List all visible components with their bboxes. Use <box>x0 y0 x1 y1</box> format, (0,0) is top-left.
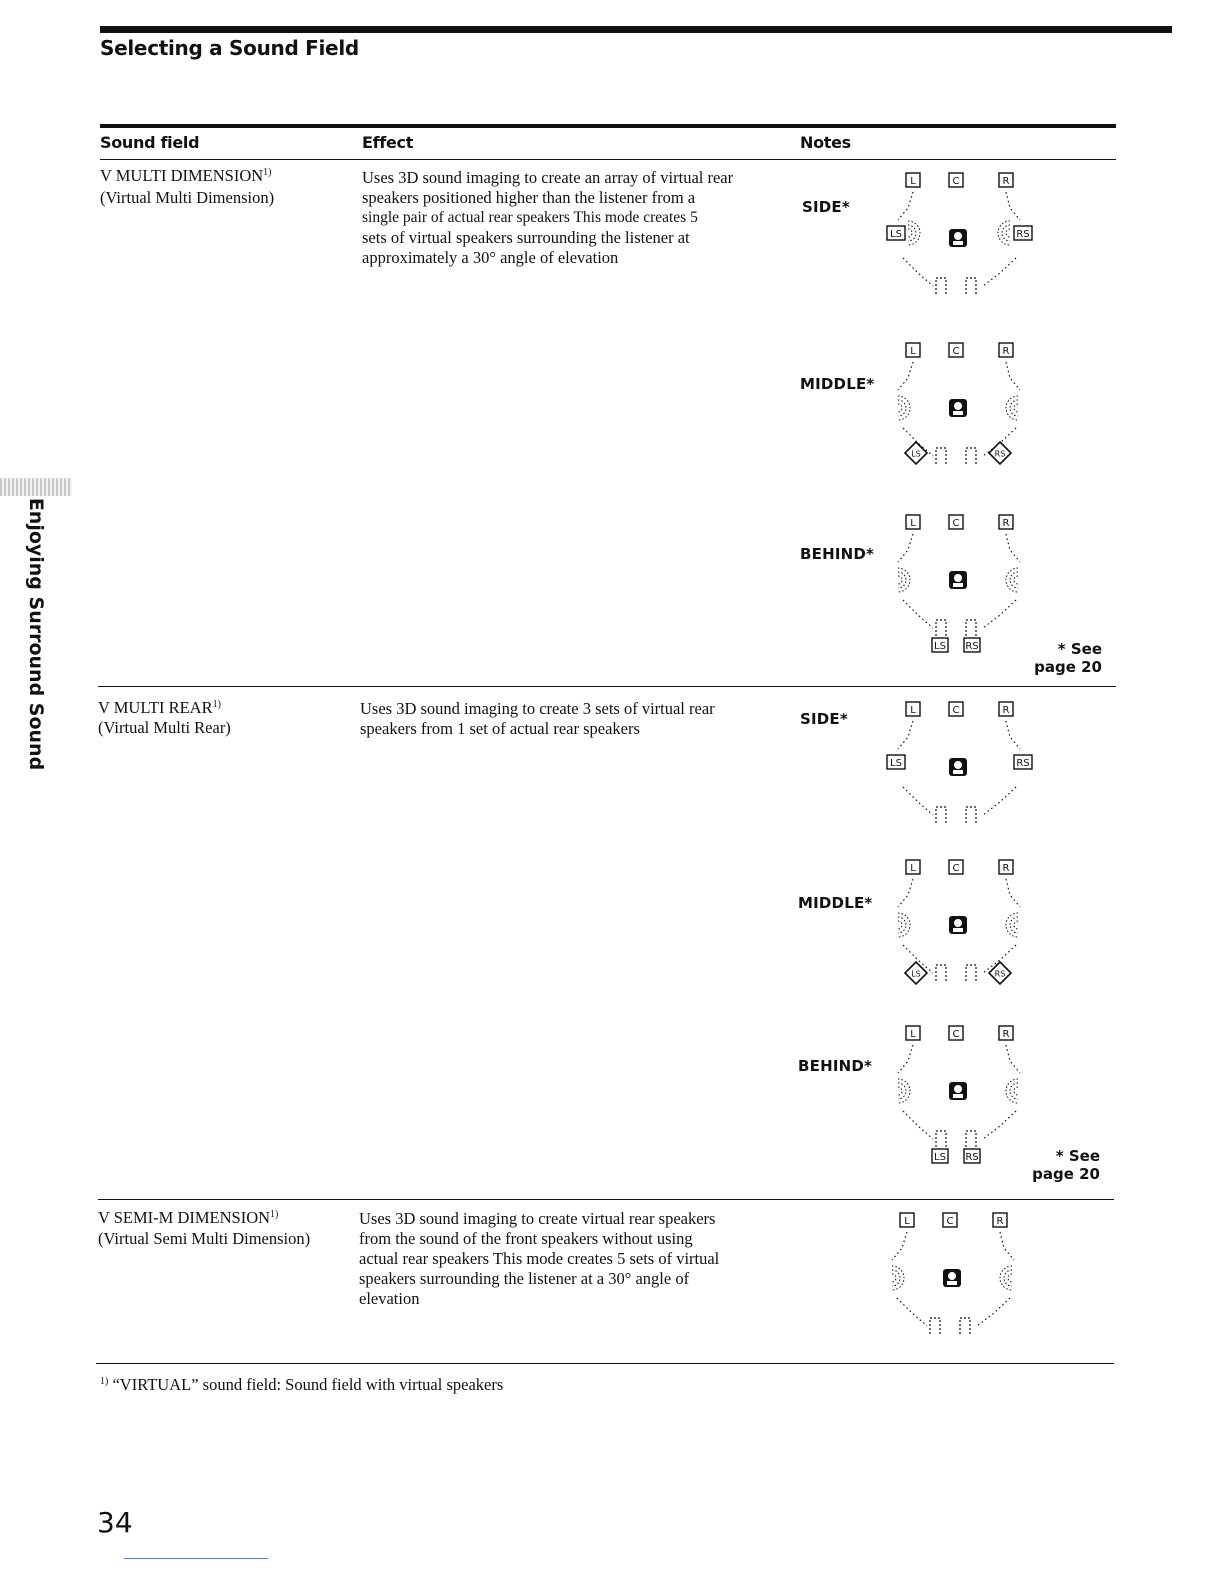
front-right-sound-path <box>1006 362 1020 390</box>
speaker-center <box>949 343 963 357</box>
listener-icon <box>943 1269 961 1287</box>
listener-shoulders <box>953 770 963 774</box>
sound-wave <box>1014 404 1018 412</box>
sound-field-name-text: V MULTI DIMENSION <box>100 166 264 185</box>
sound-wave <box>898 396 910 420</box>
see-note-line: page 20 <box>1034 658 1102 676</box>
right-sound-waves <box>1006 396 1018 420</box>
effect-description <box>360 699 780 739</box>
sound-wave <box>908 221 920 245</box>
sound-wave <box>898 1087 902 1095</box>
right-sound-waves <box>1000 1266 1012 1290</box>
listener-shoulders <box>953 1094 963 1098</box>
speaker-label: RS <box>965 1152 979 1163</box>
rear-path <box>960 1318 970 1334</box>
rear-path <box>966 620 976 636</box>
sound-wave <box>892 1270 900 1286</box>
speaker-label: LS <box>890 229 902 240</box>
speaker-label: LS <box>934 1152 946 1163</box>
speaker-left <box>906 1026 920 1040</box>
right-sound-waves <box>1006 913 1018 937</box>
rear-path <box>936 1131 946 1147</box>
speaker-diagram-middle <box>878 855 1038 1005</box>
sound-wave <box>1014 921 1018 929</box>
right-sound-waves <box>998 221 1010 245</box>
rear-left-sound-path <box>903 258 933 286</box>
front-right-sound-path <box>1006 1045 1020 1073</box>
left-sound-waves <box>892 1266 904 1290</box>
rear-right-sound-path <box>983 787 1016 815</box>
effect-line: actual rear speakers This mode creates 5 sets of virtual <box>359 1249 720 1268</box>
sound-wave <box>1010 1083 1018 1099</box>
speaker-left <box>906 702 920 716</box>
speaker-label: R <box>1002 705 1010 716</box>
sound-wave <box>1014 1087 1018 1095</box>
speaker-diagram-side <box>878 697 1038 847</box>
left-sound-waves <box>908 221 920 245</box>
listener-head <box>948 1272 956 1280</box>
rear-right-sound-path <box>983 258 1016 286</box>
header-sound-field: Sound field <box>100 133 200 152</box>
speaker-label: L <box>910 1029 916 1040</box>
speaker-diagram-behind <box>878 510 1038 660</box>
speaker-label: L <box>910 346 916 357</box>
sound-wave <box>1010 917 1018 933</box>
row-divider <box>98 686 1116 687</box>
sound-wave <box>898 400 906 416</box>
sound-wave <box>1004 1270 1012 1286</box>
rear-right-sound-path <box>977 1298 1010 1326</box>
rear-left-sound-path <box>903 600 933 628</box>
front-right-sound-path <box>1000 1232 1014 1260</box>
listener-icon <box>949 229 967 247</box>
front-right-sound-path <box>1006 879 1020 907</box>
mode-label-behind: BEHIND* <box>800 545 875 563</box>
front-left-sound-path <box>898 362 913 390</box>
speaker-label: C <box>952 863 960 874</box>
speaker-center <box>943 1213 957 1227</box>
speaker-left <box>906 173 920 187</box>
sound-wave <box>1006 396 1018 420</box>
sound-wave <box>898 572 906 588</box>
mode-label-side: SIDE* <box>800 710 848 728</box>
speaker-right <box>999 860 1013 874</box>
top-rule <box>100 26 1172 33</box>
effect-line: from the sound of the front speakers without using <box>359 1229 693 1248</box>
left-sound-waves <box>898 1079 910 1103</box>
rear-path <box>936 448 946 464</box>
right-sound-waves <box>1006 1079 1018 1103</box>
speaker-left-surround <box>932 1149 948 1163</box>
speaker-right-surround <box>964 638 980 652</box>
right-sound-waves <box>1006 568 1018 592</box>
speaker-center <box>949 515 963 529</box>
page-title: Selecting a Sound Field <box>100 36 359 60</box>
left-sound-waves <box>898 396 910 420</box>
effect-line: approximately a 30° angle of elevation <box>362 248 619 267</box>
sound-wave <box>1006 913 1018 937</box>
rear-right-sound-path <box>983 1111 1016 1139</box>
see-note-line: page 20 <box>1032 1165 1100 1183</box>
speaker-label: RS <box>994 969 1006 979</box>
sound-wave <box>898 1079 910 1103</box>
speaker-label: R <box>996 1216 1004 1227</box>
sound-wave <box>1002 225 1010 241</box>
speaker-center <box>949 702 963 716</box>
footnote-ref: 1) <box>212 699 221 710</box>
speaker-label: C <box>946 1216 954 1227</box>
listener-shoulders <box>947 1281 957 1285</box>
sound-wave <box>908 229 912 237</box>
speaker-center <box>949 173 963 187</box>
speaker-right <box>999 702 1013 716</box>
rear-path <box>936 278 946 294</box>
sound-wave <box>1010 572 1018 588</box>
rear-right-sound-path <box>983 600 1016 628</box>
effect-line: sets of virtual speakers surrounding the listener at <box>362 228 690 247</box>
speaker-right-surround <box>964 1149 980 1163</box>
footnote <box>100 1375 503 1395</box>
sound-wave <box>892 1266 904 1290</box>
speaker-right-surround <box>1014 755 1032 769</box>
front-left-sound-path <box>898 192 913 220</box>
effect-line: speakers surrounding the listener at a 30° angle of <box>359 1269 690 1288</box>
speaker-label: RS <box>1016 758 1030 769</box>
sound-wave <box>898 917 906 933</box>
rear-path <box>966 278 976 294</box>
rear-path <box>936 965 946 981</box>
section-tab-marker <box>0 478 72 496</box>
speaker-right <box>993 1213 1007 1227</box>
header-effect: Effect <box>362 133 414 152</box>
speaker-label: LS <box>934 641 946 652</box>
speaker-label: RS <box>965 641 979 652</box>
listener-head <box>954 919 962 927</box>
footnote-ref: 1) <box>270 1209 279 1220</box>
effect-description <box>359 1209 779 1309</box>
front-right-sound-path <box>1006 192 1020 220</box>
speaker-right <box>999 1026 1013 1040</box>
sound-field-name <box>98 1208 278 1228</box>
left-sound-waves <box>898 568 910 592</box>
footnote-text: “VIRTUAL” sound field: Sound field with virtual speakers <box>112 1375 504 1394</box>
sound-wave <box>1014 576 1018 584</box>
sound-wave <box>998 221 1010 245</box>
speaker-label: R <box>1002 176 1010 187</box>
speaker-label: C <box>952 176 960 187</box>
speaker-right <box>999 173 1013 187</box>
listener-icon <box>949 571 967 589</box>
sound-field-subname: (Virtual Multi Rear) <box>98 718 231 737</box>
sound-wave <box>1006 1079 1018 1103</box>
speaker-label: L <box>910 518 916 529</box>
front-right-sound-path <box>1006 534 1020 562</box>
speaker-label: LS <box>890 758 902 769</box>
speaker-label: C <box>952 705 960 716</box>
speaker-label: RS <box>994 449 1006 459</box>
rear-left-sound-path <box>903 1111 933 1139</box>
listener-head <box>954 1085 962 1093</box>
sound-field-name-text: V MULTI REAR <box>98 698 213 717</box>
rear-path <box>966 965 976 981</box>
sound-wave <box>898 576 902 584</box>
rear-path <box>930 1318 940 1334</box>
sound-wave <box>1008 1274 1012 1282</box>
listener-head <box>954 574 962 582</box>
see-note-line: * See <box>1057 640 1102 658</box>
speaker-label: C <box>952 518 960 529</box>
speaker-left-surround <box>887 226 905 240</box>
speaker-label: L <box>910 863 916 874</box>
table-bottom-rule <box>96 1363 1114 1364</box>
speaker-center <box>949 1026 963 1040</box>
effect-line: Uses 3D sound imaging to create an array of virtual rear <box>362 168 734 187</box>
speaker-right-surround <box>989 962 1011 984</box>
rear-left-sound-path <box>897 1298 927 1326</box>
speaker-label: L <box>904 1216 910 1227</box>
speaker-right-surround <box>989 442 1011 464</box>
speaker-label: C <box>952 346 960 357</box>
bottom-accent-line <box>124 1558 268 1559</box>
speaker-diagram-middle <box>878 338 1038 488</box>
rear-path <box>966 807 976 823</box>
mode-label-behind: BEHIND* <box>798 1057 873 1075</box>
effect-line: speakers positioned higher than the listener from a <box>362 188 696 207</box>
rear-path <box>936 620 946 636</box>
speaker-left-surround <box>905 442 927 464</box>
speaker-center <box>949 860 963 874</box>
sound-field-name <box>98 698 221 718</box>
rear-path <box>966 1131 976 1147</box>
footnote-ref: 1) <box>263 167 272 178</box>
sound-field-subname: (Virtual Semi Multi Dimension) <box>98 1229 311 1248</box>
speaker-label: R <box>1002 1029 1010 1040</box>
footnote-marker: 1) <box>100 1376 109 1387</box>
speaker-label: RS <box>1016 229 1030 240</box>
speaker-left <box>906 860 920 874</box>
speaker-right-surround <box>1014 226 1032 240</box>
speaker-left-surround <box>887 755 905 769</box>
speaker-label: R <box>1002 346 1010 357</box>
listener-icon <box>949 916 967 934</box>
page-number: 34 <box>97 1506 133 1539</box>
sound-wave <box>1010 400 1018 416</box>
sound-wave <box>898 921 902 929</box>
effect-description <box>362 168 782 268</box>
speaker-label: L <box>910 705 916 716</box>
speaker-label: C <box>952 1029 960 1040</box>
speaker-diagram-semi <box>872 1208 1032 1358</box>
sound-wave <box>1006 568 1018 592</box>
sound-wave <box>892 1274 896 1282</box>
section-tab-label: Enjoying Surround Sound <box>25 497 47 771</box>
rear-path <box>966 448 976 464</box>
mode-label-side: SIDE* <box>802 198 850 216</box>
front-left-sound-path <box>898 534 913 562</box>
listener-shoulders <box>953 411 963 415</box>
rear-left-sound-path <box>903 787 933 815</box>
sound-field-name-text: V SEMI-M DIMENSION <box>98 1208 271 1227</box>
effect-line: elevation <box>359 1289 420 1308</box>
front-left-sound-path <box>898 879 913 907</box>
sound-wave <box>898 913 910 937</box>
speaker-left-surround <box>905 962 927 984</box>
listener-head <box>954 232 962 240</box>
header-notes: Notes <box>800 133 851 152</box>
speaker-left <box>906 515 920 529</box>
listener-head <box>954 402 962 410</box>
listener-icon <box>949 1082 967 1100</box>
listener-head <box>954 761 962 769</box>
see-note-line: * See <box>1055 1147 1100 1165</box>
mode-label-middle: MIDDLE* <box>798 894 873 912</box>
table-top-rule <box>100 124 1116 128</box>
front-right-sound-path <box>1006 721 1020 749</box>
front-left-sound-path <box>892 1232 907 1260</box>
listener-shoulders <box>953 241 963 245</box>
speaker-label: LS <box>911 449 921 459</box>
rear-path <box>936 807 946 823</box>
listener-icon <box>949 399 967 417</box>
sound-field-subname: (Virtual Multi Dimension) <box>100 188 275 207</box>
header-divider <box>100 159 1116 160</box>
sound-field-name <box>100 166 272 186</box>
sound-wave <box>898 404 902 412</box>
sound-wave <box>898 1083 906 1099</box>
speaker-right <box>999 343 1013 357</box>
speaker-right <box>999 515 1013 529</box>
front-left-sound-path <box>898 721 913 749</box>
speaker-label: R <box>1002 863 1010 874</box>
row-divider <box>98 1199 1114 1200</box>
effect-line: single pair of actual rear speakers This mode creates 5 <box>362 209 698 226</box>
speaker-label: R <box>1002 518 1010 529</box>
speaker-label: L <box>910 176 916 187</box>
left-sound-waves <box>898 913 910 937</box>
sound-wave <box>1006 229 1010 237</box>
front-left-sound-path <box>898 1045 913 1073</box>
listener-icon <box>949 758 967 776</box>
mode-label-middle: MIDDLE* <box>800 375 875 393</box>
see-page-note <box>1010 1147 1100 1183</box>
speaker-label: LS <box>911 969 921 979</box>
sound-wave <box>898 568 910 592</box>
listener-shoulders <box>953 583 963 587</box>
listener-shoulders <box>953 928 963 932</box>
effect-line: Uses 3D sound imaging to create virtual rear speakers <box>359 1209 716 1228</box>
see-page-note <box>1012 640 1102 676</box>
effect-line: Uses 3D sound imaging to create 3 sets of virtual rear <box>360 699 715 718</box>
sound-wave <box>908 225 916 241</box>
speaker-left <box>906 343 920 357</box>
speaker-left <box>900 1213 914 1227</box>
speaker-left-surround <box>932 638 948 652</box>
speaker-diagram-side <box>878 168 1038 318</box>
sound-wave <box>1000 1266 1012 1290</box>
effect-line: speakers from 1 set of actual rear speakers <box>360 719 640 738</box>
